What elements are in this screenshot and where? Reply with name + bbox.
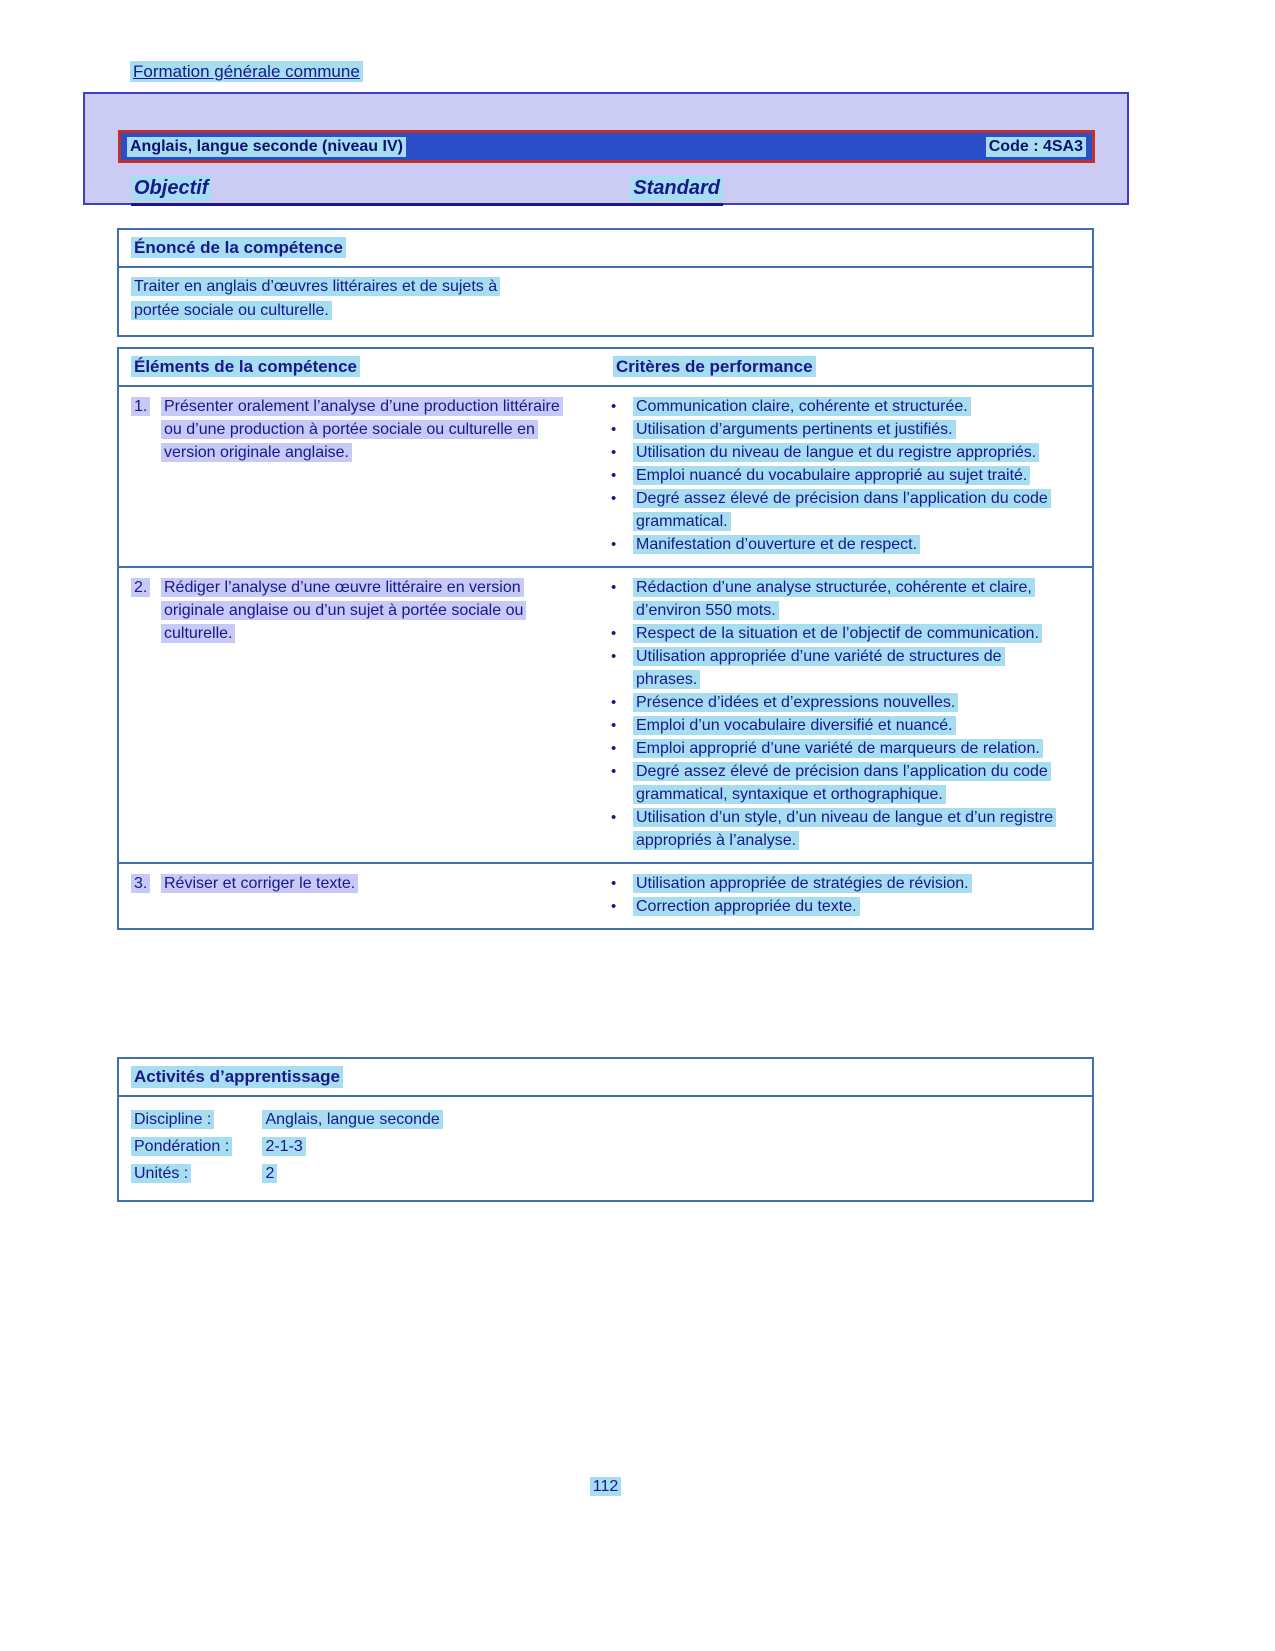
criteria-item [607,441,1084,464]
criteria-item [607,737,1084,760]
criteria-item [607,714,1084,737]
competence-header-row [119,349,1092,387]
element-item-cell [119,395,607,556]
criteria-item [607,872,1084,895]
item-number: 2. [131,576,161,852]
bullet-icon: • [611,809,617,826]
table-row [119,568,1092,864]
criteria-text: Présence d’idées et d’expressions nouvelles. [633,691,958,714]
criteria-text: Respect de la situation et de l’objectif de communication. [633,622,1042,645]
enonce-table [117,228,1094,337]
field-unites [131,1160,1080,1187]
bullet-icon: • [611,444,617,461]
bullet-icon: • [611,694,617,711]
course-title-bar [118,130,1095,163]
criteria-text: Utilisation appropriée d’une variété de structures de phrases. [633,645,1065,691]
criteria-item [607,895,1084,918]
table-row [119,864,1092,928]
bullet-icon: • [611,421,617,438]
bullet-icon: • [611,490,617,507]
enonce-line: portée sociale ou culturelle. [131,299,1080,323]
course-title: Anglais, langue seconde (niveau IV) [127,137,406,157]
bullet-icon: • [611,536,617,553]
field-label: Unités : [131,1160,258,1187]
criteria-item [607,806,1084,852]
criteria-text: Rédaction d’une analyse structurée, cohérente et claire, d’environ 550 mots. [633,576,1065,622]
enonce-header: Énoncé de la compétence [131,237,346,258]
criteria-item [607,622,1084,645]
criteria-item [607,576,1084,622]
bullet-icon: • [611,398,617,415]
criteria-cell [607,872,1092,918]
element-item-cell [119,576,607,852]
field-ponderation [131,1133,1080,1160]
activites-table [117,1057,1094,1202]
criteria-text: Utilisation d’un style, d’un niveau de langue et d’un registre appropriés à l’analyse. [633,806,1065,852]
criteria-text: Communication claire, cohérente et structurée. [633,395,971,418]
criteria-item [607,464,1084,487]
criteres-header: Critères de performance [613,356,816,377]
field-value: 2 [262,1164,277,1183]
criteria-cell [607,576,1092,852]
elements-header-cell [119,357,607,377]
criteria-text: Manifestation d’ouverture et de respect. [633,533,920,556]
enonce-body [119,268,1092,335]
activites-header: Activités d’apprentissage [131,1066,343,1088]
page-number: 112 [117,1478,1094,1496]
field-label: Pondération : [131,1133,258,1160]
criteria-text: Emploi d’un vocabulaire diversifié et nuancé. [633,714,956,737]
item-number: 3. [131,872,161,918]
bullet-icon: • [611,740,617,757]
elements-header: Éléments de la compétence [131,356,360,377]
criteria-item [607,395,1084,418]
enonce-header-row [119,230,1092,268]
criteria-text: Utilisation d’arguments pertinents et justifiés. [633,418,956,441]
enonce-line: Traiter en anglais d’œuvres littéraires et de sujets à [131,275,1080,299]
criteria-item [607,645,1084,691]
bullet-icon: • [611,717,617,734]
item-text: Présenter oralement l’analyse d’une production littéraire ou d’une production à portée sociale ou culturelle en version originale anglaise. [161,395,573,556]
criteria-item [607,691,1084,714]
criteria-text: Utilisation du niveau de langue et du registre appropriés. [633,441,1039,464]
competence-table [117,347,1094,930]
objectif-heading: Objectif [131,176,211,201]
table-row [119,387,1092,568]
field-label: Discipline : [131,1106,258,1133]
course-banner-panel [83,92,1129,205]
criteria-item [607,418,1084,441]
section-label-text: Formation générale commune [130,61,363,82]
bullet-icon: • [611,898,617,915]
bullet-icon: • [611,648,617,665]
enonce-header-cell [119,238,607,258]
criteria-cell [607,395,1092,556]
standard-heading: Standard [630,176,723,201]
section-label [130,62,363,82]
item-text: Réviser et corriger le texte. [161,872,573,918]
activites-header-row [119,1059,1092,1097]
criteria-item [607,533,1084,556]
bullet-icon: • [611,763,617,780]
criteria-text: Utilisation appropriée de stratégies de révision. [633,872,972,895]
criteria-text: Degré assez élevé de précision dans l’application du code grammatical, syntaxique et orthographique. [633,760,1065,806]
criteria-text: Correction appropriée du texte. [633,895,860,918]
objectif-standard-row [131,176,723,206]
item-number: 1. [131,395,161,556]
criteria-text: Emploi approprié d’une variété de marqueurs de relation. [633,737,1043,760]
criteres-header-cell [607,357,1092,377]
criteria-item [607,487,1084,533]
field-value: 2-1-3 [262,1137,305,1156]
criteria-text: Emploi nuancé du vocabulaire approprié au sujet traité. [633,464,1030,487]
bullet-icon: • [611,579,617,596]
field-discipline [131,1106,1080,1133]
field-value: Anglais, langue seconde [262,1110,442,1129]
criteria-text: Degré assez élevé de précision dans l’application du code grammatical. [633,487,1065,533]
bullet-icon: • [611,625,617,642]
activites-body [119,1097,1092,1200]
item-text: Rédiger l’analyse d’une œuvre littéraire en version originale anglaise ou d’un sujet à portée sociale ou culturelle. [161,576,573,852]
bullet-icon: • [611,875,617,892]
criteria-item [607,760,1084,806]
element-item-cell [119,872,607,918]
bullet-icon: • [611,467,617,484]
course-code: Code : 4SA3 [986,137,1086,157]
